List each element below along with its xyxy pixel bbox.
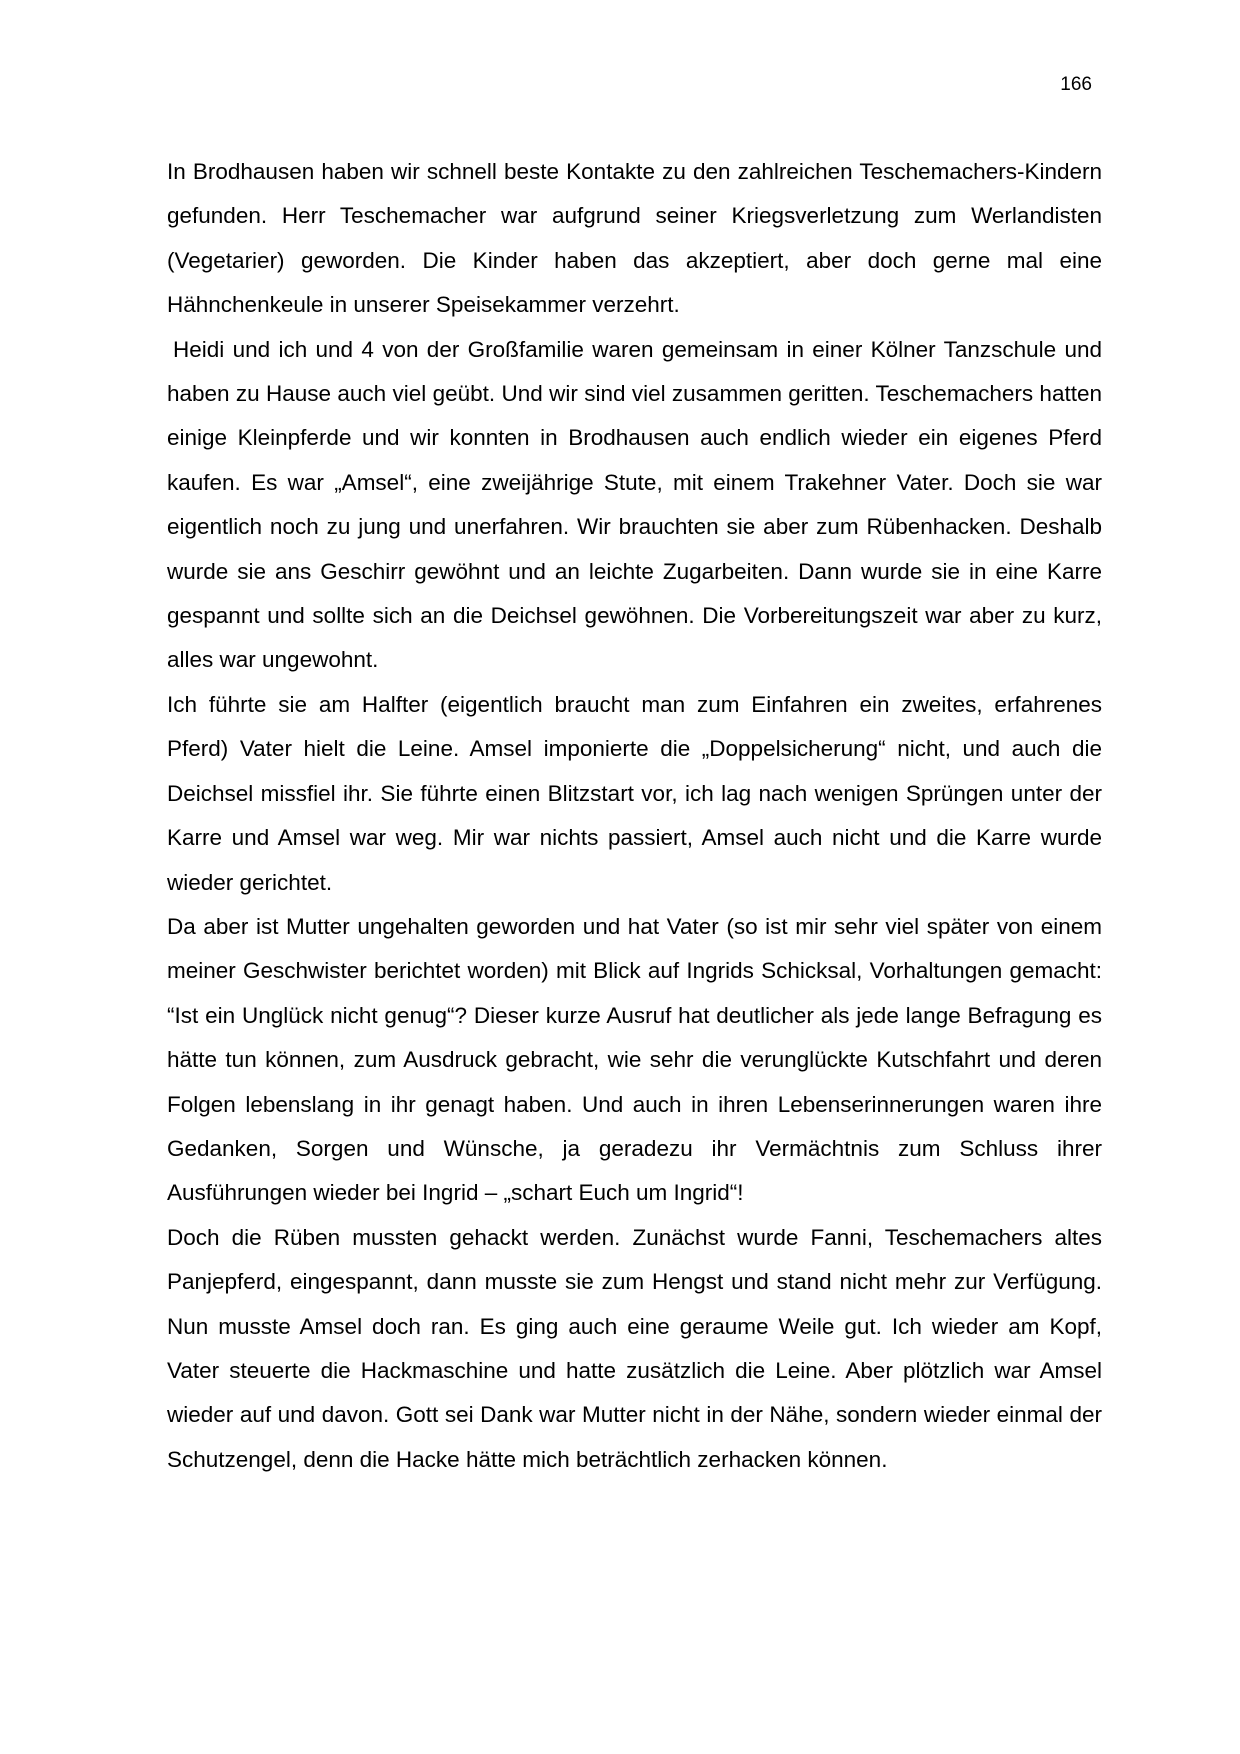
page-number: 166 <box>1060 74 1092 95</box>
body-text <box>167 150 1102 1482</box>
paragraph-3: Ich führte sie am Halfter (eigentlich braucht man zum Einfahren ein zweites, erfahrenes Pferd) Vater hielt die Leine. Amsel imponierte die „Doppelsicherung“ nicht, und auch die Deichsel missfiel ihr. Sie führte einen Blitzstart vor, ich lag nach wenigen Sprüngen unter der Karre und Amsel war weg. Mir war nichts passiert, Amsel auch nicht und die Karre wurde wieder gerichtet. <box>167 691 1102 895</box>
paragraph-2: Heidi und ich und 4 von der Großfamilie waren gemeinsam in einer Kölner Tanzschule und haben zu Hause auch viel geübt. Und wir sind viel zusammen geritten. Teschemachers hatten einige Kleinpferde und wir konnten in Brodhausen auch endlich wieder ein eigenes Pferd kaufen. Es war „Amsel“, eine zweijährige Stute, mit einem Trakehner Vater. Doch sie war eigentlich noch zu jung und unerfahren. Wir brauchten sie aber zum Rübenhacken. Deshalb wurde sie ans Geschirr gewöhnt und an leichte Zugarbeiten. Dann wurde sie in eine Karre gespannt und sollte sich an die Deichsel gewöhnen. Die Vorbereitungszeit war aber zu kurz, alles war ungewohnt. <box>167 336 1102 673</box>
paragraph-4: Da aber ist Mutter ungehalten geworden und hat Vater (so ist mir sehr viel später von einem meiner Geschwister berichtet worden) mit Blick auf Ingrids Schicksal, Vorhaltungen gemacht: “Ist ein Unglück nicht genug“? Dieser kurze Ausruf hat deutlicher als jede lange Befragung es hätte tun können, zum Ausdruck gebracht, wie sehr die verunglückte Kutschfahrt und deren Folgen lebenslang in ihr genagt haben. Und auch in ihren Lebenserinnerungen waren ihre Gedanken, Sorgen und Wünsche, ja geradezu ihr Vermächtnis zum Schluss ihrer Ausführungen wieder bei Ingrid – „schart Euch um Ingrid“! <box>167 913 1102 1206</box>
paragraph-1: In Brodhausen haben wir schnell beste Kontakte zu den zahlreichen Teschemachers-Kindern gefunden. Herr Teschemacher war aufgrund seiner Kriegsverletzung zum Werlandisten (Vegetarier) geworden. Die Kinder haben das akzeptiert, aber doch gerne mal eine Hähnchenkeule in unserer Speisekammer verzehrt. <box>167 159 1102 318</box>
paragraph-5: Doch die Rüben mussten gehackt werden. Zunächst wurde Fanni, Teschemachers altes Panjepferd, eingespannt, dann musste sie zum Hengst und stand nicht mehr zur Verfügung. Nun musste Amsel doch ran. Es ging auch eine geraume Weile gut. Ich wieder am Kopf, Vater steuerte die Hackmaschine und hatte zusätzlich die Leine. Aber plötzlich war Amsel wieder auf und davon. Gott sei Dank war Mutter nicht in der Nähe, sondern wieder einmal der Schutzengel, denn die Hacke hätte mich beträchtlich zerhacken können. <box>167 1224 1102 1472</box>
